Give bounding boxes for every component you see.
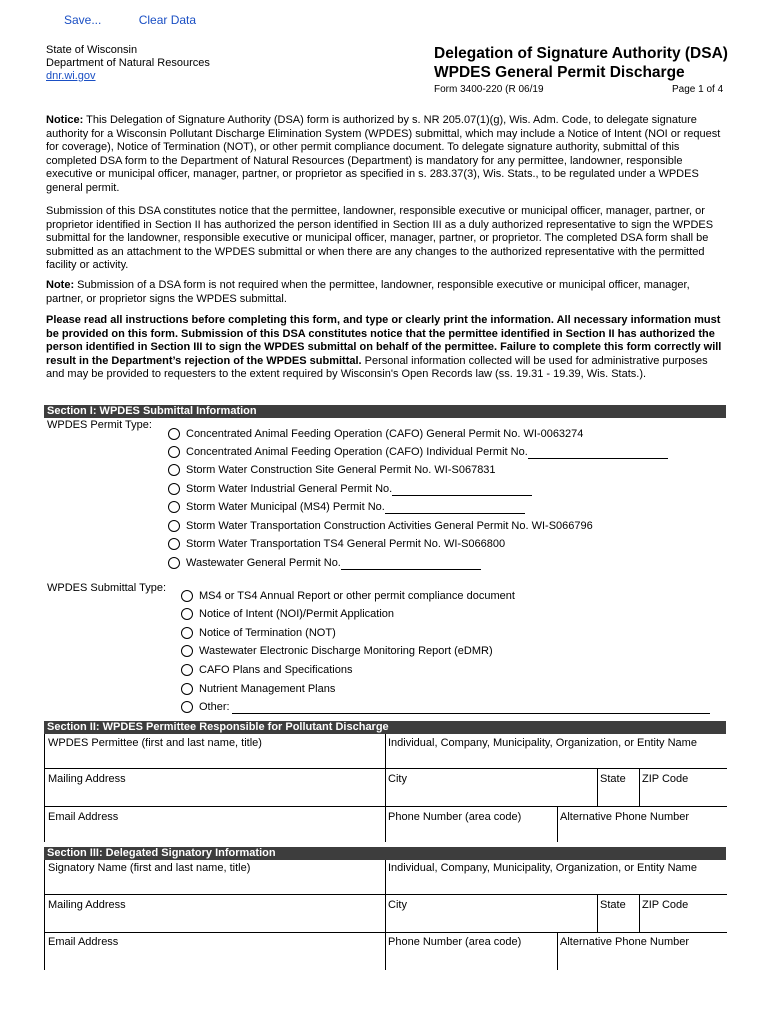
section-1-header: Section I: WPDES Submittal Information xyxy=(44,405,726,418)
form-title xyxy=(434,44,728,82)
option-label: Nutrient Management Plans xyxy=(199,683,336,695)
form-number: Form 3400-220 (R 06/19 xyxy=(434,84,544,95)
radio-button[interactable] xyxy=(168,446,180,458)
signatory-alt-phone-field[interactable]: Alternative Phone Number xyxy=(560,936,690,948)
option-label: Storm Water Transportation TS4 General Permit No. WI-S066800 xyxy=(186,538,506,550)
option-label: Storm Water Municipal (MS4) Permit No. xyxy=(186,501,385,513)
option-label: Other: xyxy=(199,701,230,713)
permittee-zip-field[interactable]: ZIP Code xyxy=(642,773,689,785)
permittee-phone-field[interactable]: Phone Number (area code) xyxy=(388,811,522,823)
notice-text: This Delegation of Signature Authority (DSA) form is authorized by s. NR 205.07(1)(g), Wis. Adm. Code, to delegate signature authority for a Wisconsin Pollutant Discharge Elimination System (WPDES) submittal, which may include a Notice of Intent (NOI or request for coverage), Notice of Termination (NOT), or other permit compliance document. To delegate signature authority, submittal of this completed DSA form to the Department of Natural Resources (Department) is mandatory for any permittee, landowner, responsible executive or municipal officer, manager, partner, or proprietor as specified in s. 283.37(3), Wis. Stats., to be regulated under a WPDES general permit. xyxy=(46,114,721,194)
cafo-permit-no-field[interactable] xyxy=(528,446,668,459)
permittee-city-field[interactable]: City xyxy=(388,773,407,785)
radio-button[interactable] xyxy=(168,483,180,495)
radio-button[interactable] xyxy=(168,557,180,569)
instructions-tail: Personal information collected will be used for administrative purposes and may be provided to requesters to the extent required by Wisconsin's Open Records law (ss. 19.31 - 19.39, Wis. Stats.). xyxy=(46,354,708,381)
permit-option[interactable] xyxy=(168,555,481,571)
submission-paragraph: Submission of this DSA constitutes notice that the permittee, landowner, responsible executive or municipal officer, manager, partner, or proprietor identified in Section II has authorized the person identified in Section III as a duly authorized representative to sign the WPDES submittal for the landowner, responsible executive or municipal officer, manager, partner, or proprietor. The completed DSA form shall be submitted as an attachment to the WPDES submittal or when there are any changes to the authorized representative with the permitted facility or activity. xyxy=(46,205,714,272)
submittal-option[interactable] xyxy=(181,588,515,604)
option-label: Storm Water Transportation Construction Activities General Permit No. WI-S066796 xyxy=(186,520,593,532)
radio-button[interactable] xyxy=(168,520,180,532)
divider xyxy=(45,932,727,933)
signatory-mailing-field[interactable]: Mailing Address xyxy=(48,899,126,911)
signatory-city-field[interactable]: City xyxy=(388,899,407,911)
option-label: CAFO Plans and Specifications xyxy=(199,664,353,676)
instructions-bold: Please read all instructions before completing this form, and type or clearly print the information. All necessary information must be provided on this form. Submission of this DSA constitutes notice that the permittee identified in Section II has authorized the person identified in Section III to sign the WPDES submittal on behalf of the permittee. Failure to complete this form correctly will result in the Department’s rejection of the WPDES submittal. xyxy=(46,314,722,367)
submittal-option[interactable] xyxy=(181,662,352,678)
signatory-email-field[interactable]: Email Address xyxy=(48,936,119,948)
radio-button[interactable] xyxy=(181,608,193,620)
divider xyxy=(45,894,727,895)
radio-button[interactable] xyxy=(181,590,193,602)
title-line-2: WPDES General Permit Discharge xyxy=(434,64,685,81)
notice-paragraph xyxy=(46,114,728,196)
other-submittal-field[interactable] xyxy=(232,701,710,714)
note-paragraph xyxy=(46,279,728,306)
permittee-email-field[interactable]: Email Address xyxy=(48,811,119,823)
permittee-state-field[interactable]: State xyxy=(600,773,626,785)
wastewater-permit-no-field[interactable] xyxy=(341,557,481,570)
submittal-option[interactable] xyxy=(181,681,335,697)
submittal-option[interactable] xyxy=(181,699,710,715)
signatory-state-field[interactable]: State xyxy=(600,899,626,911)
page-number: Page 1 of 4 xyxy=(672,84,724,95)
signatory-name-field[interactable]: Signatory Name (first and last name, title) xyxy=(48,862,251,874)
dnr-website-link[interactable]: dnr.wi.gov xyxy=(46,70,96,82)
submittal-type-label: WPDES Submittal Type: xyxy=(47,582,167,594)
radio-button[interactable] xyxy=(181,645,193,657)
divider xyxy=(385,860,386,970)
permit-option[interactable] xyxy=(168,462,496,478)
radio-button[interactable] xyxy=(168,464,180,476)
option-label: Notice of Intent (NOI)/Permit Application xyxy=(199,608,395,620)
permit-type-label: WPDES Permit Type: xyxy=(47,419,152,431)
ms4-permit-no-field[interactable] xyxy=(385,501,525,514)
permittee-name-field[interactable]: WPDES Permittee (first and last name, title) xyxy=(48,737,262,749)
radio-button[interactable] xyxy=(181,683,193,695)
permit-option[interactable] xyxy=(168,499,525,515)
option-label: Concentrated Animal Feeding Operation (CAFO) Individual Permit No. xyxy=(186,446,528,458)
permittee-alt-phone-field[interactable]: Alternative Phone Number xyxy=(560,811,690,823)
state-name: State of Wisconsin xyxy=(46,44,138,56)
clear-data-link[interactable]: Clear Data xyxy=(138,13,197,27)
signatory-zip-field[interactable]: ZIP Code xyxy=(642,899,689,911)
option-label: Storm Water Construction Site General Permit No. WI-S067831 xyxy=(186,464,496,476)
divider xyxy=(45,806,727,807)
note-label: Note: xyxy=(46,279,75,291)
notice-label: Notice: xyxy=(46,114,84,126)
signatory-entity-field[interactable]: Individual, Company, Municipality, Organization, or Entity Name xyxy=(388,862,697,874)
permit-option[interactable] xyxy=(168,426,583,442)
section-3-header: Section III: Delegated Signatory Information xyxy=(44,847,726,860)
section-2-grid xyxy=(44,734,727,842)
option-label: Concentrated Animal Feeding Operation (CAFO) General Permit No. WI-0063274 xyxy=(186,428,584,440)
permittee-entity-field[interactable]: Individual, Company, Municipality, Organization, or Entity Name xyxy=(388,737,697,749)
agency-block xyxy=(46,44,210,83)
permittee-mailing-field[interactable]: Mailing Address xyxy=(48,773,126,785)
permit-option[interactable] xyxy=(168,518,593,534)
radio-button[interactable] xyxy=(181,664,193,676)
top-links xyxy=(64,13,196,27)
radio-button[interactable] xyxy=(168,428,180,440)
save-link[interactable]: Save... xyxy=(64,13,102,27)
option-label: Storm Water Industrial General Permit No. xyxy=(186,483,393,495)
department-name: Department of Natural Resources xyxy=(46,57,210,69)
section-3-grid xyxy=(44,860,727,970)
divider xyxy=(45,768,727,769)
submittal-option[interactable] xyxy=(181,643,493,659)
instructions-paragraph xyxy=(46,314,728,382)
industrial-permit-no-field[interactable] xyxy=(392,483,532,496)
submittal-option[interactable] xyxy=(181,606,394,622)
divider xyxy=(385,734,386,842)
permit-option[interactable] xyxy=(168,481,532,497)
option-label: Wastewater Electronic Discharge Monitoring Report (eDMR) xyxy=(199,645,493,657)
option-label: MS4 or TS4 Annual Report or other permit compliance document xyxy=(199,590,515,602)
radio-button[interactable] xyxy=(181,627,193,639)
section-2-header: Section II: WPDES Permittee Responsible for Pollutant Discharge xyxy=(44,721,726,734)
signatory-phone-field[interactable]: Phone Number (area code) xyxy=(388,936,522,948)
note-text: Submission of a DSA form is not required when the permittee, landowner, responsible executive or municipal officer, manager, partner, or proprietor signs the WPDES submittal. xyxy=(46,279,690,305)
radio-button[interactable] xyxy=(168,538,180,550)
permit-option[interactable] xyxy=(168,444,668,460)
option-label: Wastewater General Permit No. xyxy=(186,557,341,569)
permit-option[interactable] xyxy=(168,536,505,552)
submittal-option[interactable] xyxy=(181,625,336,641)
radio-button[interactable] xyxy=(168,501,180,513)
radio-button[interactable] xyxy=(181,701,193,713)
option-label: Notice of Termination (NOT) xyxy=(199,627,336,639)
title-line-1: Delegation of Signature Authority (DSA) xyxy=(434,45,728,62)
